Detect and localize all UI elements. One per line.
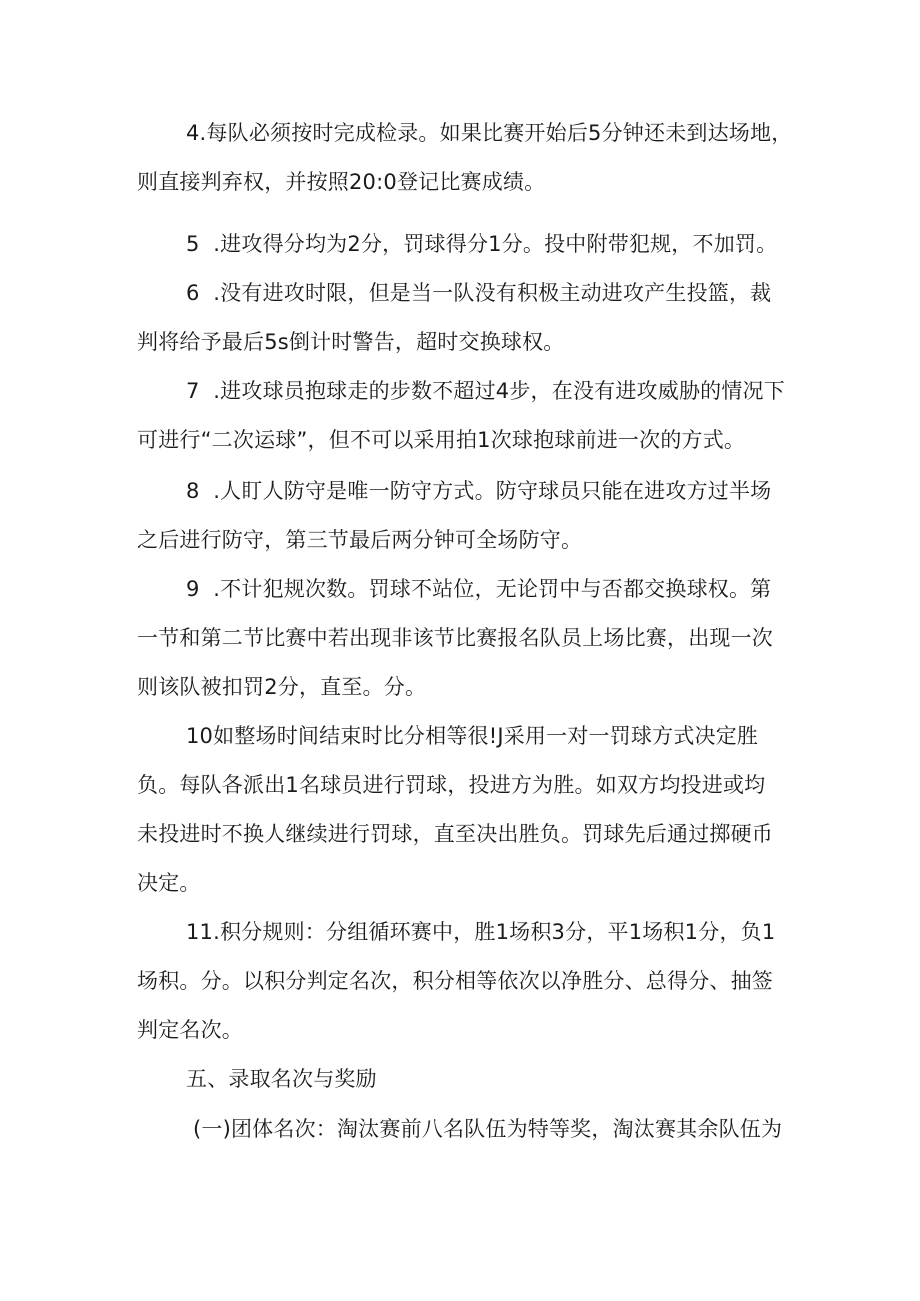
rule-9-line-3: 则该队被扣罚2分，直至。分。 bbox=[137, 675, 427, 699]
rule-10-line-1: 10如整场时间结束时比分相等很!J采用一对一罚球方式决定胜 bbox=[186, 724, 759, 748]
rule-5-line-1: 5 .进攻得分均为2分，罚球得分1分。投中附带犯规，不加罚。 bbox=[186, 232, 778, 256]
rule-6-line-1: 6 .没有进攻时限，但是当一队没有积极主动进攻产生投篮，裁 bbox=[186, 281, 772, 305]
rule-7-line-1: 7 .进攻球员抱球走的步数不超过4步，在没有进攻威胁的情况下 bbox=[186, 379, 785, 403]
rule-6-line-2: 判将给予最后5s倒计时警告，超时交换球权。 bbox=[137, 330, 565, 354]
rule-4-line-1: 4.每队必须按时完成检录。如果比赛开始后5分钟还未到达场地， bbox=[186, 121, 793, 145]
rule-11-line-1: 11.积分规则：分组循环赛中，胜1场积3分，平1场积1分，负1 bbox=[186, 920, 776, 944]
rule-10-line-2: 负。每队各派出1名球员进行罚球，投进方为胜。如双方均投进或均 bbox=[137, 773, 766, 797]
rule-9-line-1: 9 .不计犯规次数。罚球不站位，无论罚中与否都交换球权。第 bbox=[186, 577, 772, 601]
rule-11-line-3: 判定名次。 bbox=[137, 1018, 243, 1042]
rule-8-line-1: 8 .人盯人防守是唯一防守方式。防守球员只能在进攻方过半场 bbox=[186, 479, 772, 503]
section-heading: 五、录取名次与奖励 bbox=[186, 1067, 377, 1091]
rule-11-line-2: 场积。分。以积分判定名次，积分相等依次以净胜分、总得分、抽签 bbox=[137, 969, 773, 993]
rule-10-line-3: 未投进时不换人继续进行罚球，直至决出胜负。罚球先后通过掷硬币 bbox=[137, 822, 773, 846]
rule-9-line-2: 一节和第二节比赛中若出现非该节比赛报名队员上场比赛，出现一次 bbox=[137, 626, 773, 650]
rule-4-line-2: 则直接判弃权，并按照20:0登记比赛成绩。 bbox=[137, 170, 546, 194]
team-ranking-line-1: (一)团体名次：淘汰赛前八名队伍为特等奖，淘汰赛其余队伍为 bbox=[193, 1117, 783, 1141]
rule-8-line-2: 之后进行防守，第三节最后两分钟可全场防守。 bbox=[137, 528, 583, 552]
rule-10-line-4: 决定。 bbox=[137, 871, 201, 895]
rule-7-line-2: 可进行“二次运球”，但不可以采用拍1次球抱球前进一次的方式。 bbox=[137, 428, 746, 452]
